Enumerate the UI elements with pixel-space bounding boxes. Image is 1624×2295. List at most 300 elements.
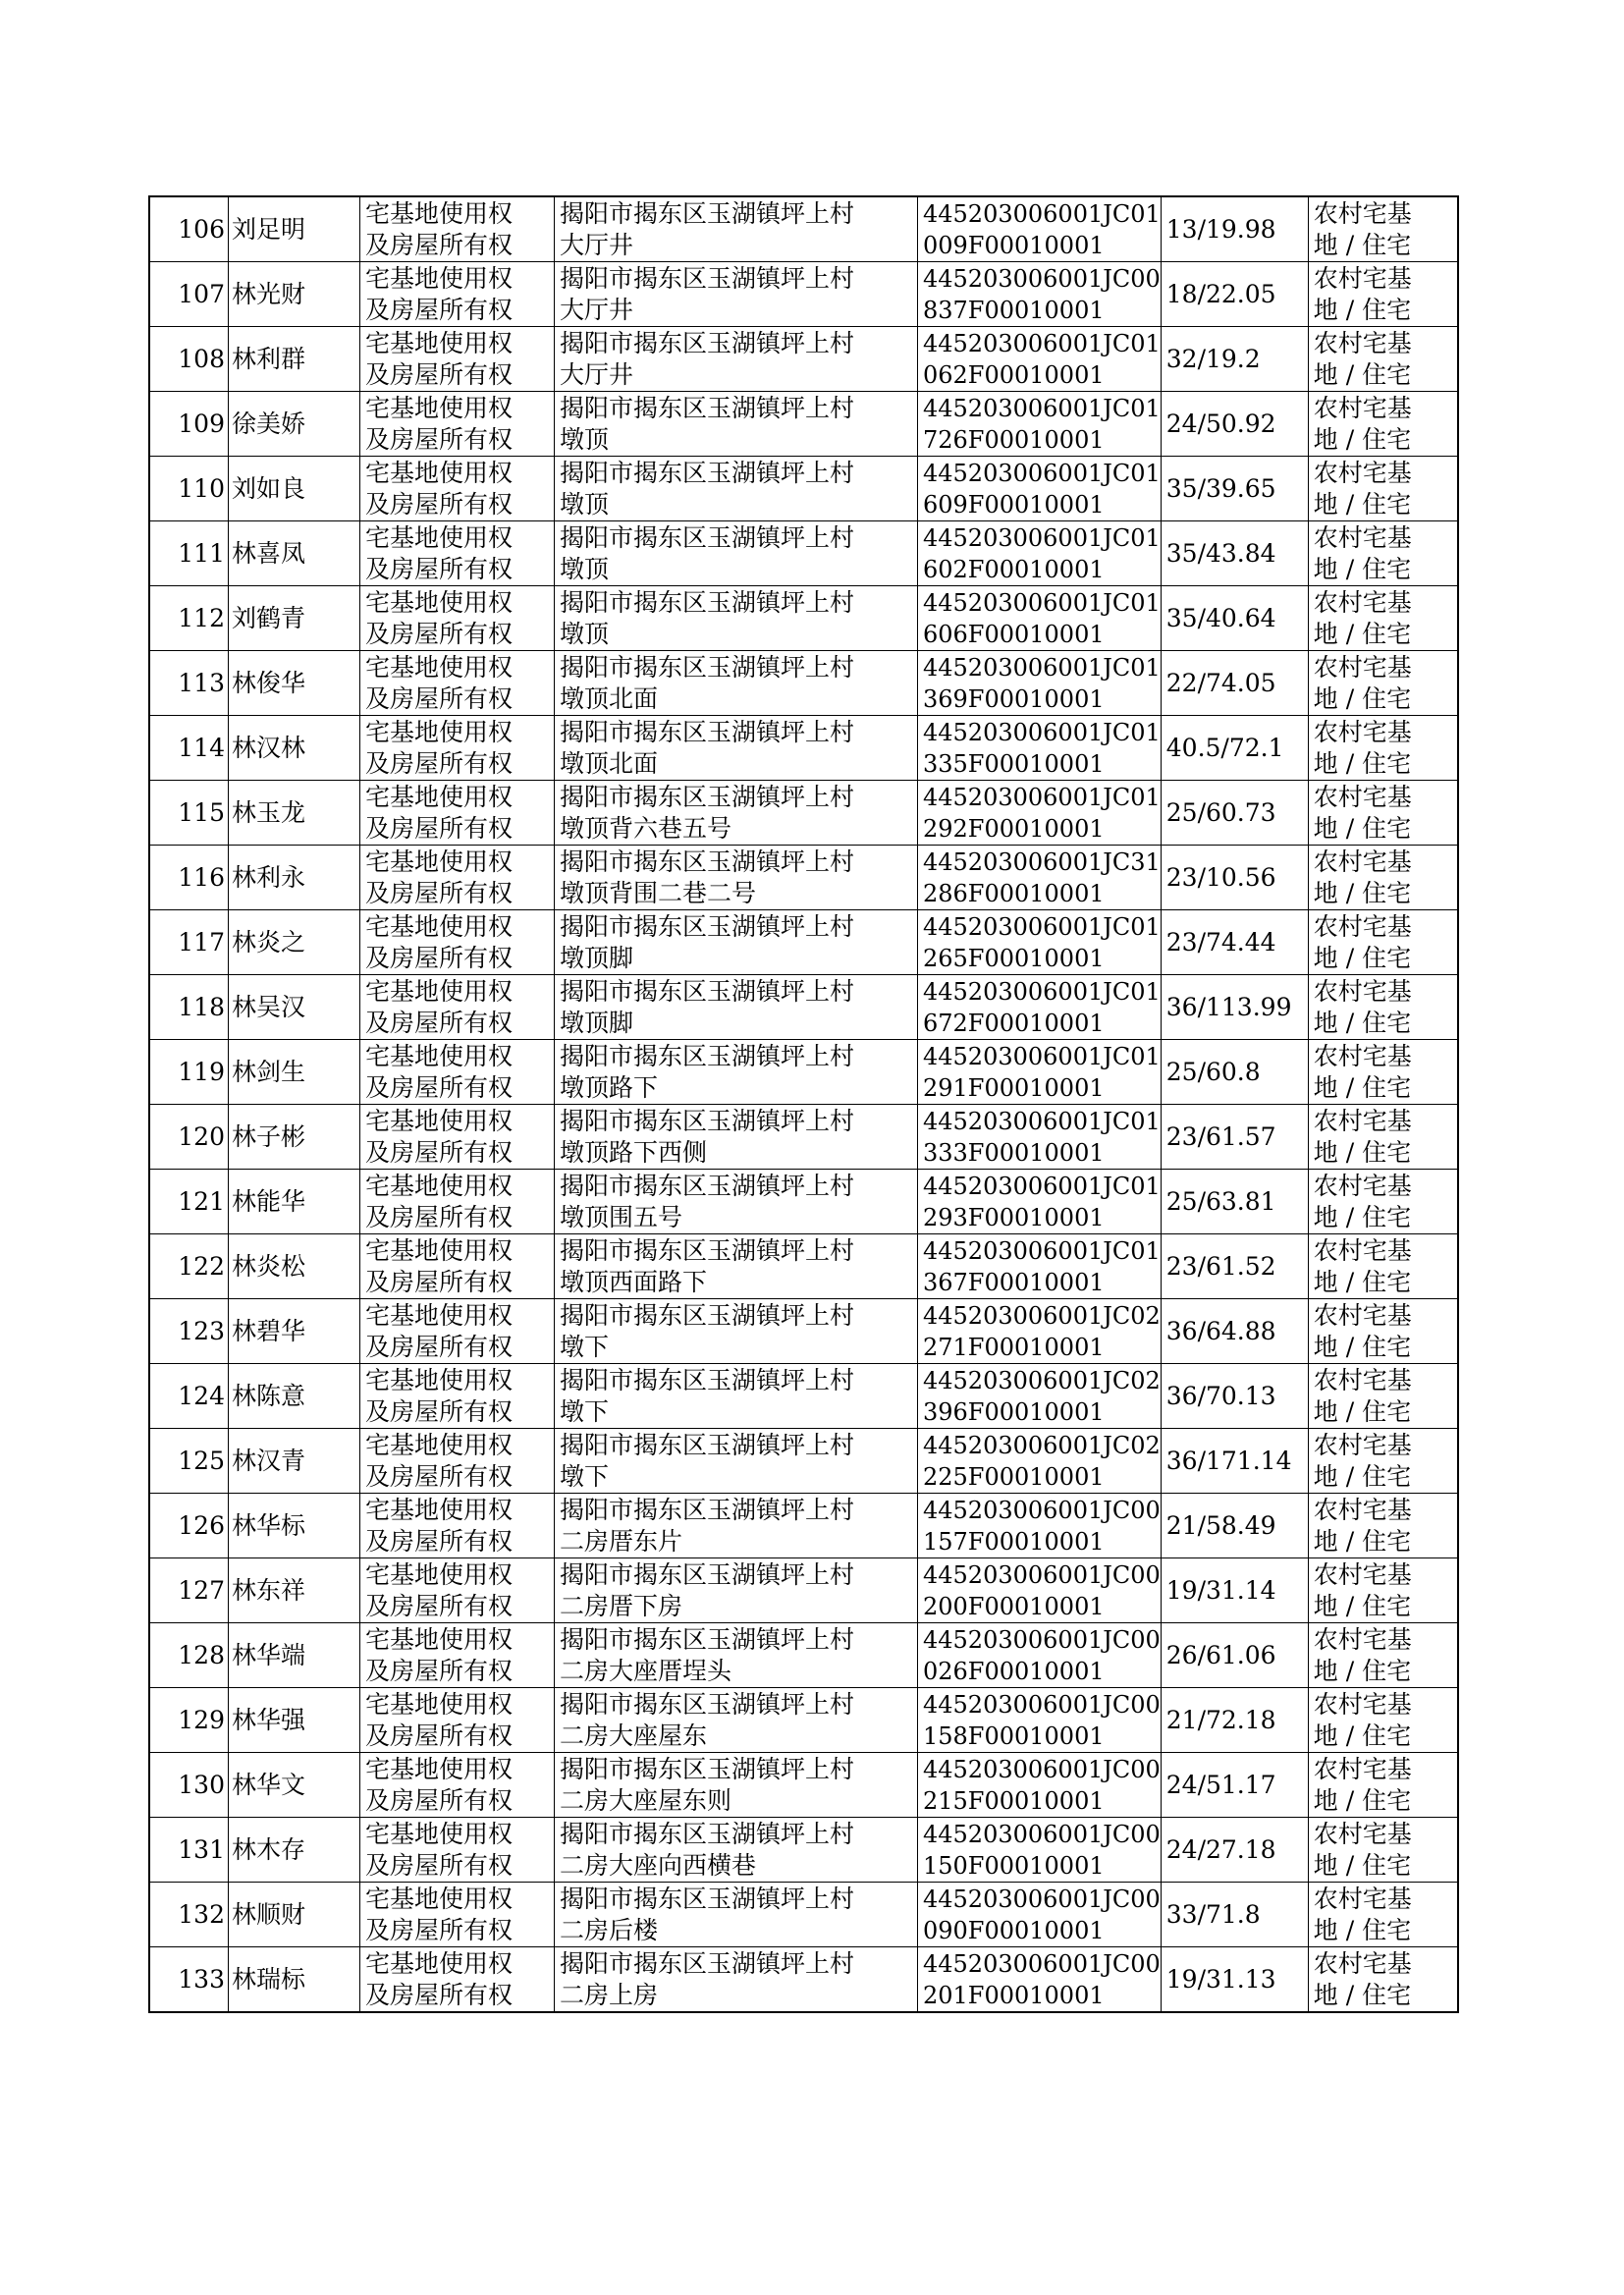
land-use-cell (1308, 1558, 1458, 1623)
location-cell-line: 揭阳市揭东区玉湖镇坪上村 (560, 1171, 855, 1200)
unit-code-cell-line: 335F00010001 (923, 749, 1105, 778)
table-row (149, 1818, 1458, 1883)
table-row (149, 1105, 1458, 1170)
table-row (149, 1947, 1458, 2013)
unit-code-cell-line: 837F00010001 (923, 296, 1105, 324)
unit-code-cell-line: 200F00010001 (923, 1592, 1105, 1620)
unit-code-cell (918, 262, 1162, 327)
table-row (149, 910, 1458, 975)
land-use-cell-line: 农村宅基 (1313, 717, 1412, 746)
land-use-cell (1308, 457, 1458, 521)
unit-code-cell (918, 1688, 1162, 1753)
unit-code-cell-line: 445203006001JC00 (923, 264, 1161, 293)
right-type-cell-line: 宅基地使用权 (365, 198, 514, 228)
right-type-cell-line: 及房屋所有权 (365, 1656, 514, 1685)
row-number-cell: 118 (149, 975, 229, 1040)
row-number-cell: 107 (149, 262, 229, 327)
location-cell-line: 墩下 (560, 1332, 610, 1361)
table-row (149, 975, 1458, 1040)
table-row (149, 1494, 1458, 1558)
right-type-cell-line: 及房屋所有权 (365, 554, 514, 583)
land-use-cell-line: 农村宅基 (1313, 1041, 1412, 1070)
right-type-cell-line: 宅基地使用权 (365, 1106, 514, 1135)
land-use-cell-line: 地 / 住宅 (1313, 813, 1412, 843)
land-use-cell (1308, 1105, 1458, 1170)
table-row (149, 457, 1458, 521)
land-use-cell-line: 地 / 住宅 (1313, 1591, 1412, 1620)
location-cell (555, 1623, 918, 1688)
owner-name-cell: 林华文 (229, 1753, 360, 1818)
land-use-cell-line: 地 / 住宅 (1313, 230, 1412, 259)
row-number-cell: 117 (149, 910, 229, 975)
table-row (149, 846, 1458, 910)
unit-code-cell-line: 369F00010001 (923, 684, 1105, 713)
unit-code-cell (918, 1429, 1162, 1494)
location-cell (555, 716, 918, 781)
land-use-cell-line: 农村宅基 (1313, 587, 1412, 617)
land-use-cell-line: 农村宅基 (1313, 911, 1412, 941)
row-number-cell: 116 (149, 846, 229, 910)
unit-code-cell-line: 445203006001JC01 (923, 394, 1161, 422)
right-type-cell (360, 975, 555, 1040)
land-use-cell-line: 农村宅基 (1313, 458, 1412, 487)
land-use-cell-line: 地 / 住宅 (1313, 1785, 1412, 1815)
owner-name-cell: 林华端 (229, 1623, 360, 1688)
area-cell: 19/31.13 (1161, 1947, 1308, 2013)
land-use-cell-line: 地 / 住宅 (1313, 1072, 1412, 1102)
land-use-cell-line: 农村宅基 (1313, 1754, 1412, 1783)
land-use-cell-line: 农村宅基 (1313, 1430, 1412, 1459)
unit-code-cell-line: 445203006001JC01 (923, 329, 1161, 357)
land-use-cell (1308, 846, 1458, 910)
location-cell-line: 墩顶北面 (560, 683, 659, 713)
right-type-cell-line: 宅基地使用权 (365, 652, 514, 682)
location-cell-line: 墩顶背围二巷二号 (560, 878, 757, 907)
land-use-cell-line: 农村宅基 (1313, 1624, 1412, 1654)
location-cell-line: 揭阳市揭东区玉湖镇坪上村 (560, 328, 855, 357)
row-number-cell: 115 (149, 781, 229, 846)
row-number-cell: 124 (149, 1364, 229, 1429)
land-use-cell-line: 农村宅基 (1313, 522, 1412, 552)
unit-code-cell-line: 445203006001JC01 (923, 783, 1161, 811)
right-type-cell-line: 及房屋所有权 (365, 295, 514, 324)
land-use-cell-line: 地 / 住宅 (1313, 359, 1412, 389)
unit-code-cell-line: 445203006001JC01 (923, 199, 1161, 228)
location-cell-line: 揭阳市揭东区玉湖镇坪上村 (560, 976, 855, 1006)
location-cell-line: 墩顶西面路下 (560, 1267, 708, 1296)
location-cell-line: 大厅井 (560, 230, 634, 259)
location-cell-line: 揭阳市揭东区玉湖镇坪上村 (560, 1884, 855, 1913)
land-use-cell (1308, 716, 1458, 781)
area-cell: 22/74.05 (1161, 651, 1308, 716)
location-cell-line: 墩顶路下西侧 (560, 1137, 708, 1167)
land-use-cell-line: 地 / 住宅 (1313, 1915, 1412, 1944)
unit-code-cell (918, 1364, 1162, 1429)
owner-name-cell: 林瑞标 (229, 1947, 360, 2013)
right-type-cell-line: 及房屋所有权 (365, 1461, 514, 1491)
land-use-cell-line: 地 / 住宅 (1313, 1396, 1412, 1426)
unit-code-cell (918, 1234, 1162, 1299)
land-use-cell-line: 地 / 住宅 (1313, 1656, 1412, 1685)
right-type-cell (360, 1494, 555, 1558)
owner-name-cell: 林子彬 (229, 1105, 360, 1170)
row-number-cell: 121 (149, 1170, 229, 1234)
land-use-cell (1308, 1494, 1458, 1558)
unit-code-cell-line: 445203006001JC01 (923, 459, 1161, 487)
right-type-cell-line: 及房屋所有权 (365, 230, 514, 259)
right-type-cell (360, 781, 555, 846)
land-use-cell (1308, 1429, 1458, 1494)
unit-code-cell-line: 445203006001JC01 (923, 1172, 1161, 1200)
row-number-cell: 131 (149, 1818, 229, 1883)
unit-code-cell (918, 586, 1162, 651)
location-cell-line: 揭阳市揭东区玉湖镇坪上村 (560, 717, 855, 746)
location-cell-line: 揭阳市揭东区玉湖镇坪上村 (560, 1624, 855, 1654)
right-type-cell-line: 宅基地使用权 (365, 458, 514, 487)
right-type-cell (360, 1170, 555, 1234)
land-use-cell (1308, 1040, 1458, 1105)
right-type-cell-line: 及房屋所有权 (365, 1008, 514, 1037)
right-type-cell-line: 宅基地使用权 (365, 717, 514, 746)
right-type-cell-line: 宅基地使用权 (365, 1689, 514, 1719)
unit-code-cell (918, 1883, 1162, 1947)
location-cell (555, 1040, 918, 1105)
unit-code-cell (918, 1299, 1162, 1364)
table-row (149, 1688, 1458, 1753)
table-row (149, 1170, 1458, 1234)
row-number-cell: 126 (149, 1494, 229, 1558)
location-cell-line: 揭阳市揭东区玉湖镇坪上村 (560, 1106, 855, 1135)
unit-code-cell (918, 1558, 1162, 1623)
owner-name-cell: 林木存 (229, 1818, 360, 1883)
unit-code-cell (918, 521, 1162, 586)
table-body (149, 196, 1458, 2012)
land-use-cell-line: 地 / 住宅 (1313, 1526, 1412, 1556)
unit-code-cell (918, 1947, 1162, 2013)
location-cell-line: 墩顶背六巷五号 (560, 813, 732, 843)
owner-name-cell: 林俊华 (229, 651, 360, 716)
area-cell: 24/50.92 (1161, 392, 1308, 457)
table-row (149, 196, 1458, 262)
unit-code-cell-line: 265F00010001 (923, 944, 1105, 972)
unit-code-cell-line: 445203006001JC01 (923, 977, 1161, 1006)
property-registry-table (148, 195, 1459, 2013)
area-cell: 33/71.8 (1161, 1883, 1308, 1947)
location-cell-line: 揭阳市揭东区玉湖镇坪上村 (560, 1041, 855, 1070)
row-number-cell: 133 (149, 1947, 229, 2013)
location-cell-line: 二房大座屋东 (560, 1721, 708, 1750)
right-type-cell (360, 846, 555, 910)
location-cell (555, 975, 918, 1040)
right-type-cell-line: 及房屋所有权 (365, 1332, 514, 1361)
unit-code-cell-line: 396F00010001 (923, 1397, 1105, 1426)
unit-code-cell-line: 445203006001JC01 (923, 718, 1161, 746)
location-cell-line: 揭阳市揭东区玉湖镇坪上村 (560, 911, 855, 941)
right-type-cell (360, 457, 555, 521)
area-cell: 25/63.81 (1161, 1170, 1308, 1234)
unit-code-cell-line: 009F00010001 (923, 231, 1105, 259)
unit-code-cell-line: 333F00010001 (923, 1138, 1105, 1167)
unit-code-cell-line: 271F00010001 (923, 1333, 1105, 1361)
table-row (149, 1883, 1458, 1947)
land-use-cell-line: 地 / 住宅 (1313, 424, 1412, 454)
location-cell (555, 910, 918, 975)
location-cell (555, 586, 918, 651)
right-type-cell-line: 宅基地使用权 (365, 1041, 514, 1070)
land-use-cell-line: 农村宅基 (1313, 652, 1412, 682)
right-type-cell-line: 及房屋所有权 (365, 748, 514, 778)
row-number-cell: 113 (149, 651, 229, 716)
right-type-cell (360, 1818, 555, 1883)
row-number-cell: 123 (149, 1299, 229, 1364)
location-cell-line: 揭阳市揭东区玉湖镇坪上村 (560, 263, 855, 293)
area-cell: 25/60.8 (1161, 1040, 1308, 1105)
land-use-cell-line: 地 / 住宅 (1313, 1461, 1412, 1491)
location-cell (555, 1753, 918, 1818)
location-cell-line: 揭阳市揭东区玉湖镇坪上村 (560, 522, 855, 552)
owner-name-cell: 刘鹤青 (229, 586, 360, 651)
location-cell (555, 1558, 918, 1623)
table-row (149, 781, 1458, 846)
owner-name-cell: 林吴汉 (229, 975, 360, 1040)
unit-code-cell-line: 445203006001JC00 (923, 1560, 1161, 1589)
right-type-cell (360, 262, 555, 327)
right-type-cell-line: 及房屋所有权 (365, 1850, 514, 1880)
land-use-cell (1308, 975, 1458, 1040)
location-cell (555, 1494, 918, 1558)
area-cell: 21/58.49 (1161, 1494, 1308, 1558)
land-use-cell-line: 地 / 住宅 (1313, 1721, 1412, 1750)
unit-code-cell-line: 609F00010001 (923, 490, 1105, 519)
area-cell: 35/43.84 (1161, 521, 1308, 586)
right-type-cell-line: 及房屋所有权 (365, 683, 514, 713)
unit-code-cell-line: 445203006001JC31 (923, 847, 1161, 876)
owner-name-cell: 林顺财 (229, 1883, 360, 1947)
right-type-cell-line: 及房屋所有权 (365, 1721, 514, 1750)
location-cell (555, 196, 918, 262)
land-use-cell-line: 农村宅基 (1313, 782, 1412, 811)
right-type-cell-line: 及房屋所有权 (365, 1980, 514, 2009)
right-type-cell-line: 宅基地使用权 (365, 1948, 514, 1978)
land-use-cell-line: 农村宅基 (1313, 1884, 1412, 1913)
unit-code-cell (918, 975, 1162, 1040)
location-cell-line: 墩顶北面 (560, 748, 659, 778)
row-number-cell: 120 (149, 1105, 229, 1170)
right-type-cell-line: 及房屋所有权 (365, 1137, 514, 1167)
unit-code-cell (918, 1170, 1162, 1234)
unit-code-cell-line: 090F00010001 (923, 1916, 1105, 1944)
unit-code-cell (918, 910, 1162, 975)
right-type-cell-line: 宅基地使用权 (365, 587, 514, 617)
location-cell-line: 二房大座屋东则 (560, 1785, 732, 1815)
owner-name-cell: 林碧华 (229, 1299, 360, 1364)
area-cell: 23/10.56 (1161, 846, 1308, 910)
land-use-cell-line: 地 / 住宅 (1313, 489, 1412, 519)
unit-code-cell (918, 1105, 1162, 1170)
location-cell-line: 揭阳市揭东区玉湖镇坪上村 (560, 652, 855, 682)
table-row (149, 1364, 1458, 1429)
right-type-cell (360, 1883, 555, 1947)
right-type-cell (360, 651, 555, 716)
location-cell (555, 1299, 918, 1364)
unit-code-cell-line: 150F00010001 (923, 1851, 1105, 1880)
location-cell-line: 揭阳市揭东区玉湖镇坪上村 (560, 1948, 855, 1978)
land-use-cell (1308, 196, 1458, 262)
location-cell-line: 墩顶脚 (560, 943, 634, 972)
row-number-cell: 112 (149, 586, 229, 651)
location-cell (555, 1429, 918, 1494)
land-use-cell-line: 地 / 住宅 (1313, 683, 1412, 713)
right-type-cell-line: 宅基地使用权 (365, 1171, 514, 1200)
unit-code-cell-line: 672F00010001 (923, 1009, 1105, 1037)
right-type-cell-line: 宅基地使用权 (365, 1754, 514, 1783)
row-number-cell: 108 (149, 327, 229, 392)
area-cell: 18/22.05 (1161, 262, 1308, 327)
land-use-cell-line: 地 / 住宅 (1313, 1137, 1412, 1167)
unit-code-cell-line: 445203006001JC02 (923, 1431, 1161, 1459)
location-cell-line: 墩顶脚 (560, 1008, 634, 1037)
location-cell-line: 揭阳市揭东区玉湖镇坪上村 (560, 1430, 855, 1459)
table-row (149, 1234, 1458, 1299)
area-cell: 23/61.57 (1161, 1105, 1308, 1170)
area-cell: 25/60.73 (1161, 781, 1308, 846)
land-use-cell-line: 农村宅基 (1313, 1106, 1412, 1135)
unit-code-cell (918, 457, 1162, 521)
land-use-cell (1308, 1947, 1458, 2013)
location-cell (555, 1818, 918, 1883)
area-cell: 36/113.99 (1161, 975, 1308, 1040)
unit-code-cell (918, 651, 1162, 716)
right-type-cell (360, 1688, 555, 1753)
right-type-cell (360, 1234, 555, 1299)
owner-name-cell: 林华标 (229, 1494, 360, 1558)
right-type-cell-line: 宅基地使用权 (365, 1819, 514, 1848)
location-cell-line: 墩顶 (560, 554, 610, 583)
right-type-cell-line: 及房屋所有权 (365, 878, 514, 907)
location-cell-line: 大厅井 (560, 295, 634, 324)
location-cell-line: 揭阳市揭东区玉湖镇坪上村 (560, 1689, 855, 1719)
land-use-cell-line: 农村宅基 (1313, 1235, 1412, 1265)
row-number-cell: 119 (149, 1040, 229, 1105)
unit-code-cell (918, 1040, 1162, 1105)
land-use-cell (1308, 781, 1458, 846)
land-use-cell-line: 农村宅基 (1313, 1171, 1412, 1200)
land-use-cell-line: 农村宅基 (1313, 198, 1412, 228)
land-use-cell-line: 地 / 住宅 (1313, 619, 1412, 648)
area-cell: 19/31.14 (1161, 1558, 1308, 1623)
area-cell: 23/74.44 (1161, 910, 1308, 975)
land-use-cell-line: 地 / 住宅 (1313, 878, 1412, 907)
location-cell-line: 揭阳市揭东区玉湖镇坪上村 (560, 1495, 855, 1524)
land-use-cell-line: 地 / 住宅 (1313, 943, 1412, 972)
location-cell (555, 1170, 918, 1234)
unit-code-cell-line: 157F00010001 (923, 1527, 1105, 1556)
right-type-cell-line: 宅基地使用权 (365, 782, 514, 811)
right-type-cell-line: 及房屋所有权 (365, 619, 514, 648)
location-cell (555, 1364, 918, 1429)
right-type-cell-line: 及房屋所有权 (365, 1267, 514, 1296)
unit-code-cell-line: 201F00010001 (923, 1981, 1105, 2009)
unit-code-cell-line: 445203006001JC01 (923, 1236, 1161, 1265)
unit-code-cell-line: 293F00010001 (923, 1203, 1105, 1231)
row-number-cell: 122 (149, 1234, 229, 1299)
land-use-cell (1308, 1234, 1458, 1299)
location-cell-line: 二房后楼 (560, 1915, 659, 1944)
area-cell: 32/19.2 (1161, 327, 1308, 392)
row-number-cell: 114 (149, 716, 229, 781)
unit-code-cell (918, 1494, 1162, 1558)
land-use-cell-line: 农村宅基 (1313, 976, 1412, 1006)
location-cell-line: 揭阳市揭东区玉湖镇坪上村 (560, 393, 855, 422)
right-type-cell-line: 宅基地使用权 (365, 1624, 514, 1654)
location-cell-line: 揭阳市揭东区玉湖镇坪上村 (560, 847, 855, 876)
location-cell-line: 揭阳市揭东区玉湖镇坪上村 (560, 1819, 855, 1848)
unit-code-cell-line: 062F00010001 (923, 360, 1105, 389)
right-type-cell (360, 1947, 555, 2013)
unit-code-cell (918, 196, 1162, 262)
unit-code-cell-line: 445203006001JC01 (923, 1107, 1161, 1135)
right-type-cell-line: 宅基地使用权 (365, 328, 514, 357)
land-use-cell-line: 地 / 住宅 (1313, 1850, 1412, 1880)
right-type-cell-line: 宅基地使用权 (365, 1430, 514, 1459)
owner-name-cell: 刘如良 (229, 457, 360, 521)
area-cell: 36/70.13 (1161, 1364, 1308, 1429)
right-type-cell-line: 宅基地使用权 (365, 522, 514, 552)
area-cell: 36/171.14 (1161, 1429, 1308, 1494)
location-cell (555, 1234, 918, 1299)
table-row (149, 1558, 1458, 1623)
right-type-cell (360, 1429, 555, 1494)
row-number-cell: 130 (149, 1753, 229, 1818)
area-cell: 35/40.64 (1161, 586, 1308, 651)
owner-name-cell: 林炎之 (229, 910, 360, 975)
right-type-cell-line: 及房屋所有权 (365, 1915, 514, 1944)
unit-code-cell (918, 1623, 1162, 1688)
location-cell (555, 457, 918, 521)
land-use-cell (1308, 1170, 1458, 1234)
location-cell-line: 揭阳市揭东区玉湖镇坪上村 (560, 1559, 855, 1589)
table-row (149, 716, 1458, 781)
location-cell-line: 揭阳市揭东区玉湖镇坪上村 (560, 198, 855, 228)
location-cell-line: 揭阳市揭东区玉湖镇坪上村 (560, 782, 855, 811)
row-number-cell: 110 (149, 457, 229, 521)
land-use-cell-line: 农村宅基 (1313, 1559, 1412, 1589)
owner-name-cell: 林东祥 (229, 1558, 360, 1623)
location-cell (555, 651, 918, 716)
table-row (149, 651, 1458, 716)
land-use-cell-line: 地 / 住宅 (1313, 1267, 1412, 1296)
right-type-cell (360, 1105, 555, 1170)
land-use-cell (1308, 586, 1458, 651)
right-type-cell (360, 392, 555, 457)
location-cell-line: 墩顶 (560, 424, 610, 454)
owner-name-cell: 林剑生 (229, 1040, 360, 1105)
unit-code-cell (918, 716, 1162, 781)
table-row (149, 1753, 1458, 1818)
location-cell-line: 墩下 (560, 1461, 610, 1491)
right-type-cell (360, 1753, 555, 1818)
location-cell-line: 二房上房 (560, 1980, 659, 2009)
right-type-cell-line: 及房屋所有权 (365, 943, 514, 972)
land-use-cell (1308, 1623, 1458, 1688)
land-use-cell-line: 农村宅基 (1313, 1300, 1412, 1330)
location-cell (555, 846, 918, 910)
land-use-cell-line: 农村宅基 (1313, 328, 1412, 357)
land-use-cell (1308, 1688, 1458, 1753)
right-type-cell (360, 521, 555, 586)
unit-code-cell-line: 445203006001JC00 (923, 1820, 1161, 1848)
location-cell-line: 大厅井 (560, 359, 634, 389)
